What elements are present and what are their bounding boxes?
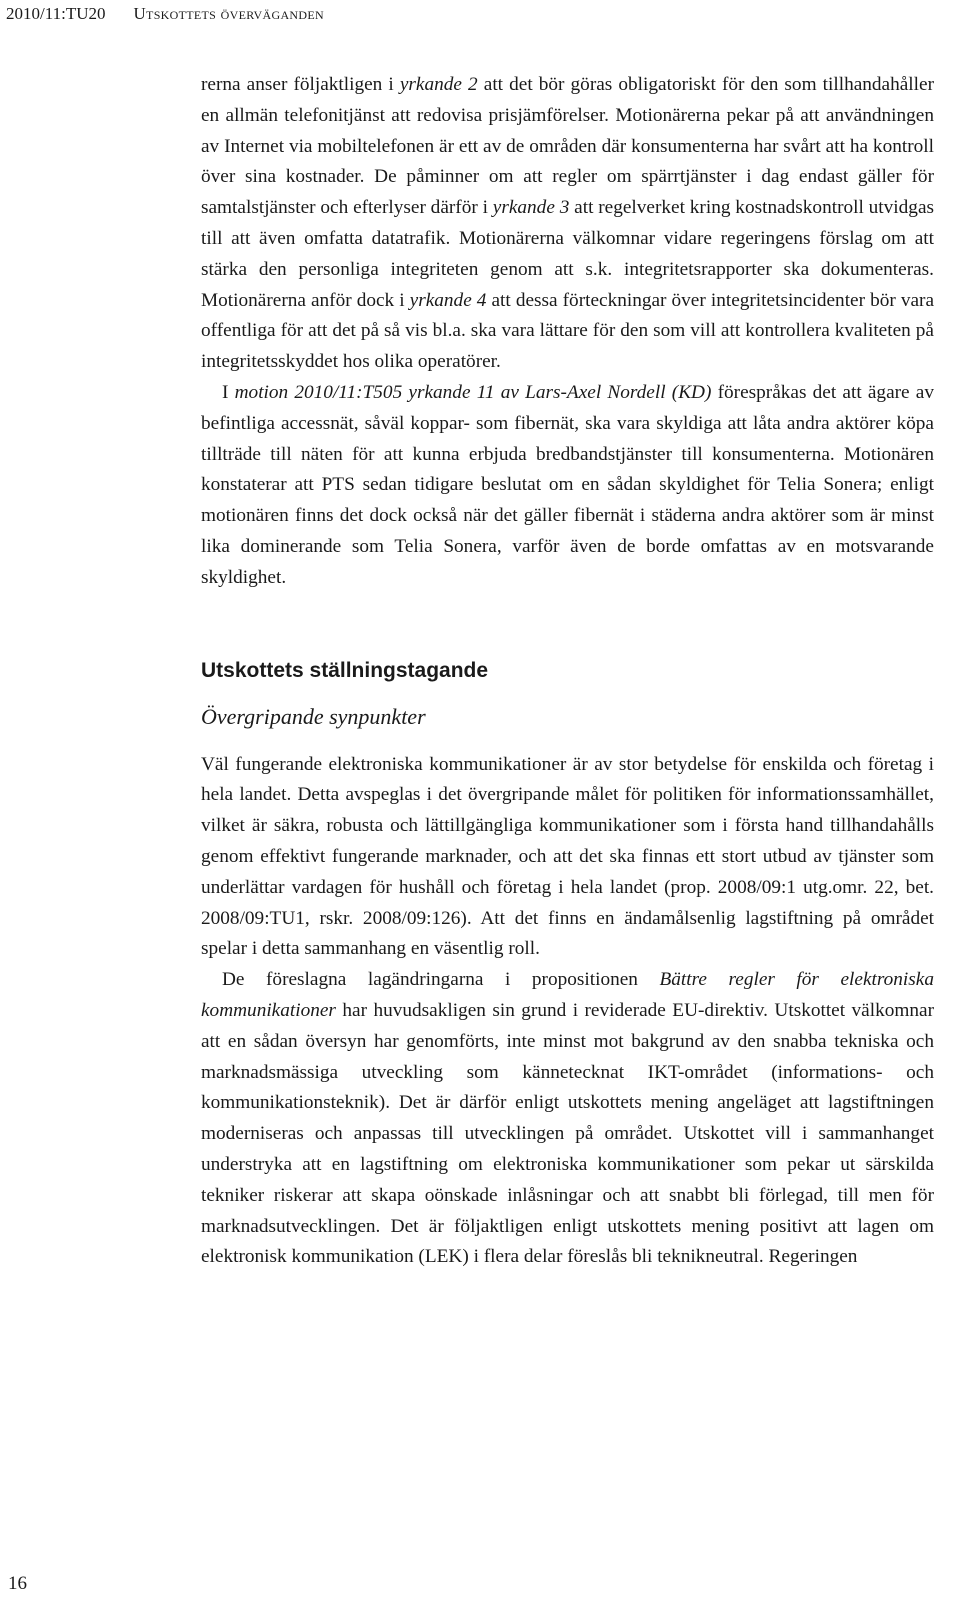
text-run: rerna anser följaktligen i	[201, 74, 400, 95]
subsection-heading: Övergripande synpunkter	[201, 703, 426, 729]
paragraph-overview	[201, 750, 934, 966]
emphasis-run: motion 2010/11:T505 yrkande 11 av Lars-Axel Nordell (KD)	[234, 381, 712, 403]
text-run: I	[222, 381, 235, 403]
text-run: har huvudsakligen sin grund i reviderade EU-direktiv. Utskottet välkomnar att en sådan översyn har genomförts, inte minst mot bakgrund av den snabba tekniska och marknadsmässiga utveckling som kännetecknat IKT-området (informations- och kommunikationsteknik). Det är därför enligt utskottets mening angeläget att lagstiftningen moderniseras och anpassas till utvecklingen på området. Utskottet vill i sammanhanget understryka att en lagstiftning om elektroniska kommunikationer som pekar ut särskilda tekniker riskerar att skapa oönskade inlåsningar och att snabbt bli förlegad, till men för marknadsutvecklingen. Det är följaktligen enligt utskottets mening positivt att lagen om elektronisk kommunikation (LEK) i flera delar föreslås bli teknikneutral. Regeringen	[201, 999, 934, 1268]
text-run: att det bör göras obligatoriskt för den som tillhandahåller en allmän telefonitjänst att redovisa prisjämförelser. Motionärerna pekar på att användningen av Internet via mobiltelefonen är ett av de områden där konsumenterna har svårt att ha kontroll över sina kostnader. De påminner om att regler om spärrtjänster i dag endast gäller för samtalstjänster och efterlyser därför i	[201, 74, 935, 219]
document-id: 2010/11:TU20	[6, 4, 106, 23]
text-run: De föreslagna lagändringarna i propositionen	[222, 969, 660, 991]
text-run: förespråkas det att ägare av befintliga accessnät, såväl koppar- som fibernät, ska vara skyldiga att låta andra aktörer köpa tillträde till näten för att kunna erbjuda bredbandstjänster till konsumenterna. Motionären konstaterar att PTS sedan tidigare beslutat om en sådan skyldighet för Telia Sonera; enligt motionären finns det dock också när det gäller fibernät i städerna andra aktörer som är minst lika dominerande som Telia Sonera, varför även de borde omfattas av en motsvarande skyldighet.	[201, 381, 935, 588]
emphasis-run: Bättre regler för elektroniska kommunikationer	[201, 969, 934, 1021]
page-number: 16	[8, 1573, 27, 1594]
section-heading: Utskottets ställningstagande	[201, 658, 489, 682]
text-run: att regelverket kring kostnadskontroll utvidgas till att även omfatta datatrafik. Motionärerna välkomnar vidare regeringens förslag om att stärka den personliga integriteten genom att s.k. integritetsrapporter ska dokumenteras. Motionärerna anför dock i	[201, 197, 935, 311]
page-body	[201, 70, 934, 1273]
paragraph-proposition	[201, 965, 934, 1273]
emphasis-run: yrkande 3	[492, 197, 570, 219]
running-header	[6, 0, 960, 28]
text-run: Väl fungerande elektroniska kommunikationer är av stor betydelse för enskilda och företag i hela landet. Detta avspeglas i det övergripande målet för politiken för informationssamhället, vilket är säkra, robusta och lättillgängliga kommunikationer som i första hand tillhandahålls genom effektivt fungerande marknader, och att det ska finnas ett stort utbud av tjänster som underlättar vardagen för hushåll och företag i hela landet (prop. 2008/09:1 utg.omr. 22, bet. 2008/09:TU1, rskr. 2008/09:126). Att det finns en ändamålsenlig lagstiftning på området spelar i detta sammanhang en väsentlig roll.	[201, 753, 934, 960]
paragraph-motion-t505	[201, 378, 934, 594]
emphasis-run: yrkande 4	[409, 289, 487, 311]
paragraph-motion-t501	[201, 70, 934, 378]
text-run: att dessa förteckningar över integritetsincidenter bör vara offentliga för att det på så vis bl.a. ska vara lättare för den som vill att kontrollera kvaliteten på integritetsskyddet hos olika operatörer.	[201, 289, 935, 373]
section-title: Utskottets överväganden	[133, 4, 324, 23]
emphasis-run: yrkande 2	[399, 74, 478, 95]
